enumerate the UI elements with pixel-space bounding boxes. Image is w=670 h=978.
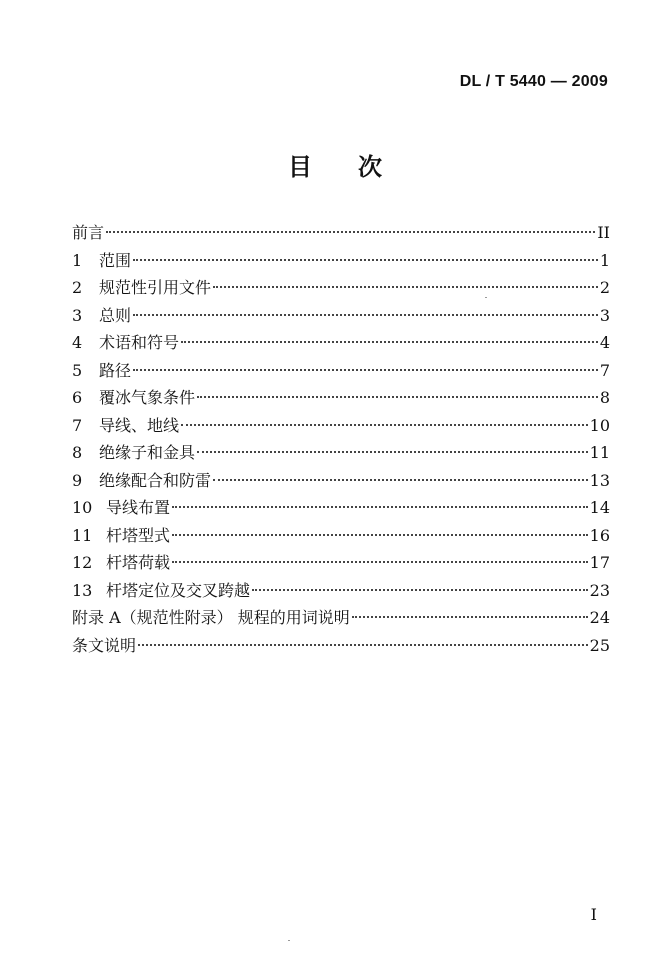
toc-entry-label: 杆塔定位及交叉跨越 — [106, 580, 251, 600]
dot-leader — [213, 479, 588, 481]
toc-entry-label: 杆塔荷载 — [106, 553, 171, 572]
toc-entry-label: 导线布置 — [106, 498, 171, 517]
toc-entry-label: 杆塔型式 — [106, 525, 171, 545]
dot-leader — [133, 369, 598, 371]
toc-entry-2[interactable] — [72, 274, 610, 302]
toc-entry-preface[interactable] — [72, 219, 610, 247]
toc-entry-page: 24 — [589, 608, 610, 627]
toc-entry-appendix-a[interactable] — [72, 604, 610, 632]
toc-entry-number: 4 — [72, 333, 83, 352]
dot-leader — [213, 286, 598, 288]
toc-entry-page: 8 — [599, 388, 610, 407]
dot-leader — [181, 424, 588, 426]
toc-entry-page: 17 — [589, 553, 610, 572]
toc-entry-label: 前言 — [72, 223, 105, 242]
toc-entry-label: 附录 A（规范性附录） 规程的用词说明 — [72, 608, 350, 627]
toc-entry-10[interactable] — [72, 494, 610, 522]
toc-entry-9[interactable] — [72, 467, 610, 495]
toc-entry-number: 5 — [72, 360, 83, 380]
toc-entry-label: 总则 — [99, 305, 132, 325]
toc-entry-5[interactable] — [72, 357, 610, 385]
dot-leader — [172, 534, 588, 536]
toc-entry-page: II — [597, 223, 610, 242]
toc-entry-page: 13 — [589, 470, 610, 490]
scan-speck — [485, 297, 487, 298]
toc-entry-number: 10 — [72, 498, 93, 517]
toc-entry-page: 1 — [599, 250, 610, 270]
toc-entry-13[interactable] — [72, 577, 610, 605]
dot-leader — [197, 396, 598, 398]
toc-entry-6[interactable] — [72, 384, 610, 412]
toc-entry-1[interactable] — [72, 247, 610, 275]
folio-page-number: I — [590, 905, 597, 924]
toc-entry-page: 16 — [589, 525, 610, 545]
toc-entry-number: 11 — [72, 525, 93, 545]
dot-leader — [172, 561, 588, 563]
toc-entry-number: 6 — [72, 388, 83, 407]
toc-entry-page: 3 — [599, 305, 610, 325]
toc-entry-4[interactable] — [72, 329, 610, 357]
toc-entry-8[interactable] — [72, 439, 610, 467]
toc-entry-page: 10 — [589, 415, 610, 435]
table-of-contents — [72, 219, 610, 659]
dot-leader — [252, 589, 588, 591]
page-title: 目次 — [288, 153, 428, 181]
toc-entry-3[interactable] — [72, 302, 610, 330]
toc-entry-11[interactable] — [72, 522, 610, 550]
toc-entry-number: 8 — [72, 443, 83, 462]
toc-entry-label: 绝缘子和金具 — [99, 443, 196, 462]
toc-entry-label: 绝缘配合和防雷 — [99, 470, 212, 490]
dot-leader — [197, 451, 588, 453]
toc-entry-number: 1 — [72, 250, 83, 270]
toc-entry-12[interactable] — [72, 549, 610, 577]
dot-leader — [138, 644, 588, 646]
toc-entry-number: 2 — [72, 278, 83, 297]
toc-entry-7[interactable] — [72, 412, 610, 440]
toc-entry-number: 7 — [72, 415, 83, 435]
toc-entry-page: 2 — [599, 278, 610, 297]
toc-entry-page: 14 — [589, 498, 610, 517]
dot-leader — [352, 616, 588, 618]
toc-entry-label: 规范性引用文件 — [99, 278, 212, 297]
scan-speck — [288, 940, 290, 941]
toc-entry-label: 导线、地线 — [99, 415, 180, 435]
toc-entry-number: 12 — [72, 553, 93, 572]
dot-leader — [133, 314, 598, 316]
dot-leader — [172, 506, 588, 508]
dot-leader — [181, 341, 598, 343]
toc-entry-page: 4 — [599, 333, 610, 352]
toc-entry-number: 3 — [72, 305, 83, 325]
toc-entry-page: 11 — [589, 443, 610, 462]
toc-entry-page: 23 — [589, 580, 610, 600]
toc-entry-label: 范围 — [99, 250, 132, 270]
standard-code: DL / T 5440 — 2009 — [459, 73, 608, 90]
toc-entry-label: 条文说明 — [72, 635, 137, 655]
toc-entry-number: 9 — [72, 470, 83, 490]
toc-entry-explanation[interactable] — [72, 632, 610, 660]
toc-entry-label: 术语和符号 — [99, 333, 180, 352]
toc-entry-label: 覆冰气象条件 — [99, 388, 196, 407]
toc-entry-label: 路径 — [99, 360, 132, 380]
toc-entry-page: 7 — [599, 360, 610, 380]
dot-leader — [133, 259, 598, 261]
toc-entry-number: 13 — [72, 580, 93, 600]
toc-entry-page: 25 — [589, 635, 610, 655]
dot-leader — [106, 231, 595, 233]
